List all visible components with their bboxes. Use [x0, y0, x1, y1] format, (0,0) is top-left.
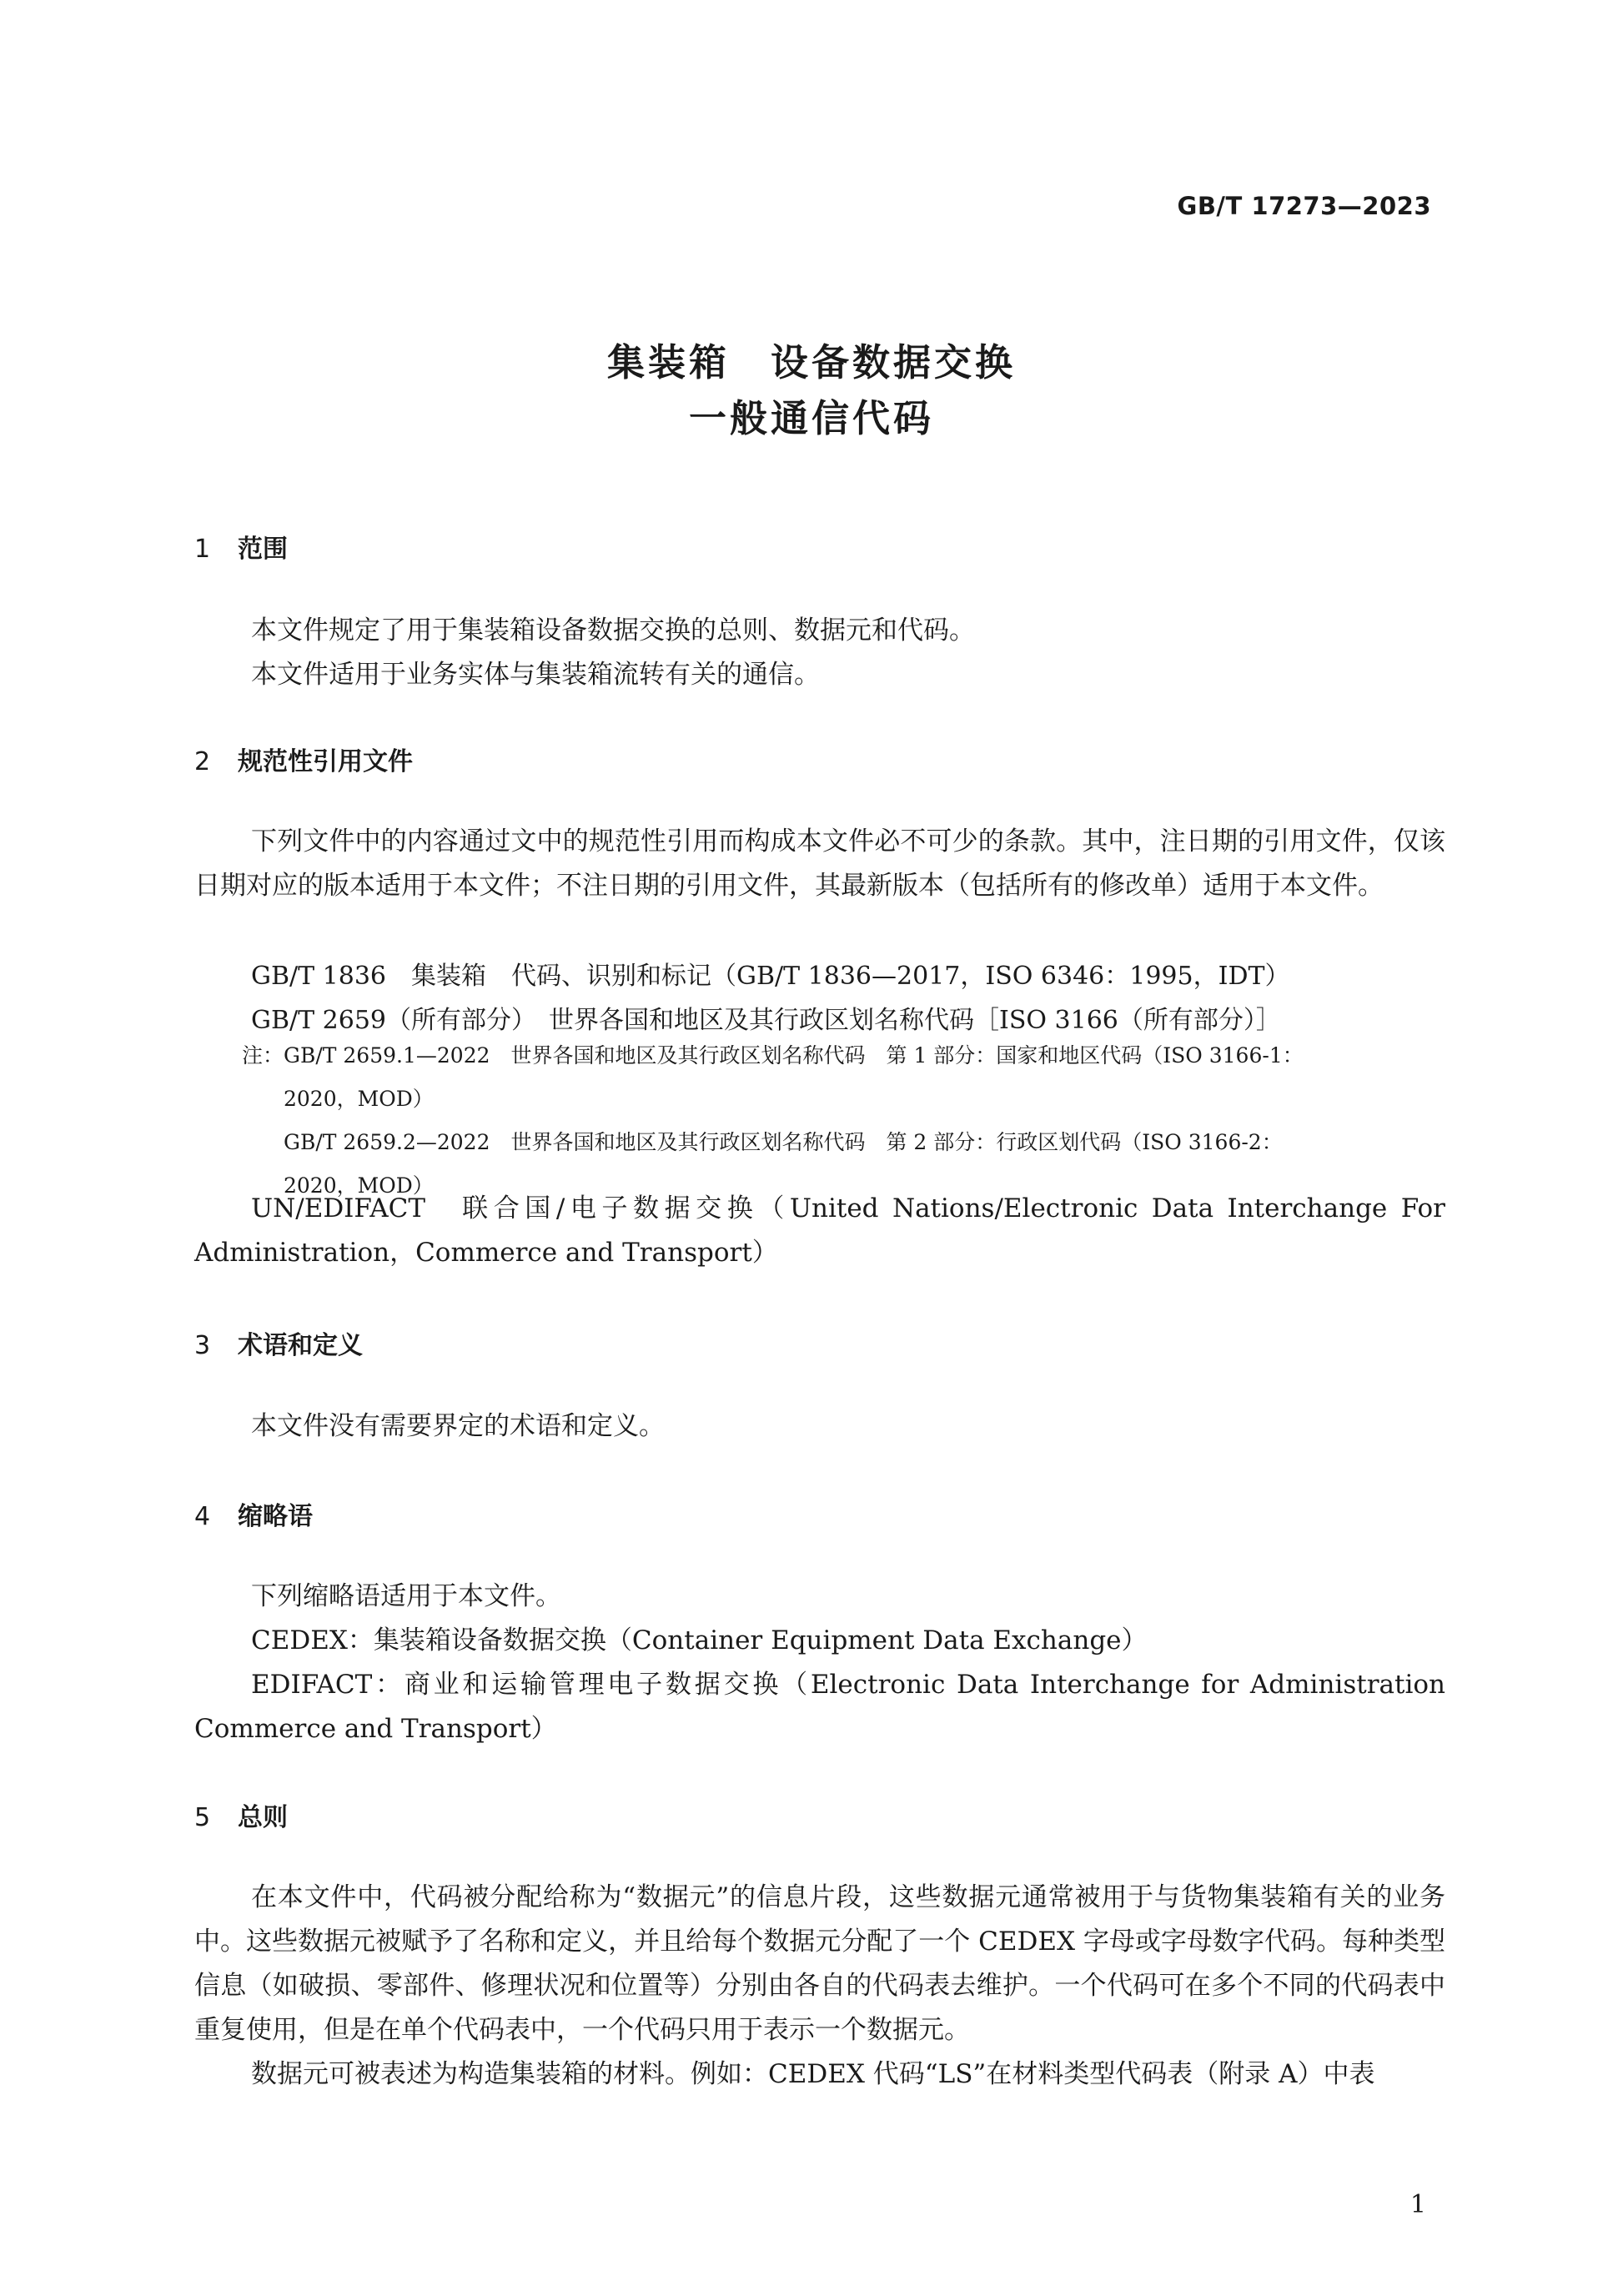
note-line: GB/T 2659.2—2022 世界各国和地区及其行政区划名称代码 第 2 部分：行政区划代码（ISO 3166-2：	[284, 1130, 1283, 1154]
section-number: 4	[194, 1502, 211, 1531]
section-title: 总则	[238, 1803, 288, 1832]
section-title: 术语和定义	[238, 1331, 363, 1360]
reference-entry: UN/EDIFACT 联合国/电子数据交换（United Nations/Electronic Data Interchange For Administration，Commerce and Transport）	[194, 1193, 1445, 1268]
section-number: 2	[194, 747, 211, 776]
abbreviation-entry: CEDEX：集装箱设备数据交换（Container Equipment Data Exchange）	[251, 1625, 1148, 1655]
section-heading-abbreviations	[194, 1495, 313, 1532]
abbreviation-entry: EDIFACT：商业和运输管理电子数据交换（Electronic Data Interchange for Administration Commerce and Transport）	[194, 1670, 1445, 1744]
section-title: 规范性引用文件	[238, 747, 413, 776]
document-title-line-2: 一般通信代码	[688, 396, 934, 440]
section-title: 缩略语	[238, 1502, 313, 1531]
reference-entry: GB/T 2659（所有部分） 世界各国和地区及其行政区划名称代码［ISO 3166（所有部分）］	[251, 1006, 1281, 1035]
section-heading-normative-references	[194, 741, 413, 777]
paragraph: 本文件没有需要界定的术语和定义。	[251, 1411, 665, 1441]
document-title-line-1: 集装箱 设备数据交换	[606, 340, 1016, 384]
section-number: 5	[194, 1803, 211, 1832]
reference-entry: GB/T 1836 集装箱 代码、识别和标记（GB/T 1836—2017，ISO 6346：1995，IDT）	[251, 962, 1290, 991]
section-heading-scope	[194, 528, 288, 565]
standard-code: GB/T 17273—2023	[1177, 192, 1431, 220]
note-line: 2020，MOD）	[284, 1087, 434, 1111]
paragraph: 在本文件中，代码被分配给称为“数据元”的信息片段，这些数据元通常被用于与货物集装箱有关的业务中。这些数据元被赋予了名称和定义，并且给每个数据元分配了一个 CEDEX 字母或字母数字代码。每种类型信息（如破损、零部件、修理状况和位置等）分别由各自的代码表去维护。一个代码可在多个不同的代码表中重复使用，但是在单个代码表中，一个代码只用于表示一个数据元。	[194, 1882, 1445, 2045]
note-label: 注：	[242, 1043, 284, 1068]
page-number: 1	[1409, 2190, 1426, 2219]
paragraph: 下列文件中的内容通过文中的规范性引用而构成本文件必不可少的条款。其中，注日期的引用文件，仅该日期对应的版本适用于本文件；不注日期的引用文件，其最新版本（包括所有的修改单）适用于本文件。	[194, 826, 1445, 901]
section-heading-general	[194, 1796, 288, 1833]
paragraph: 本文件规定了用于集装箱设备数据交换的总则、数据元和代码。	[251, 615, 975, 646]
section-title: 范围	[238, 535, 288, 564]
reference-note	[242, 1034, 1443, 1208]
paragraph: 下列缩略语适用于本文件。	[251, 1581, 561, 1611]
note-line: 2020，MOD）	[284, 1173, 434, 1198]
note-line	[242, 1034, 1443, 1078]
note-text: GB/T 2659.1—2022 世界各国和地区及其行政区划名称代码 第 1 部分：国家和地区代码（ISO 3166-1：	[284, 1043, 1304, 1068]
paragraph: 数据元可被表述为构造集装箱的材料。例如：CEDEX 代码“LS”在材料类型代码表（附录 A）中表	[251, 2059, 1375, 2089]
section-number: 1	[194, 535, 211, 564]
section-heading-terms	[194, 1324, 363, 1361]
paragraph: 本文件适用于业务实体与集装箱流转有关的通信。	[251, 660, 820, 690]
section-number: 3	[194, 1331, 211, 1360]
